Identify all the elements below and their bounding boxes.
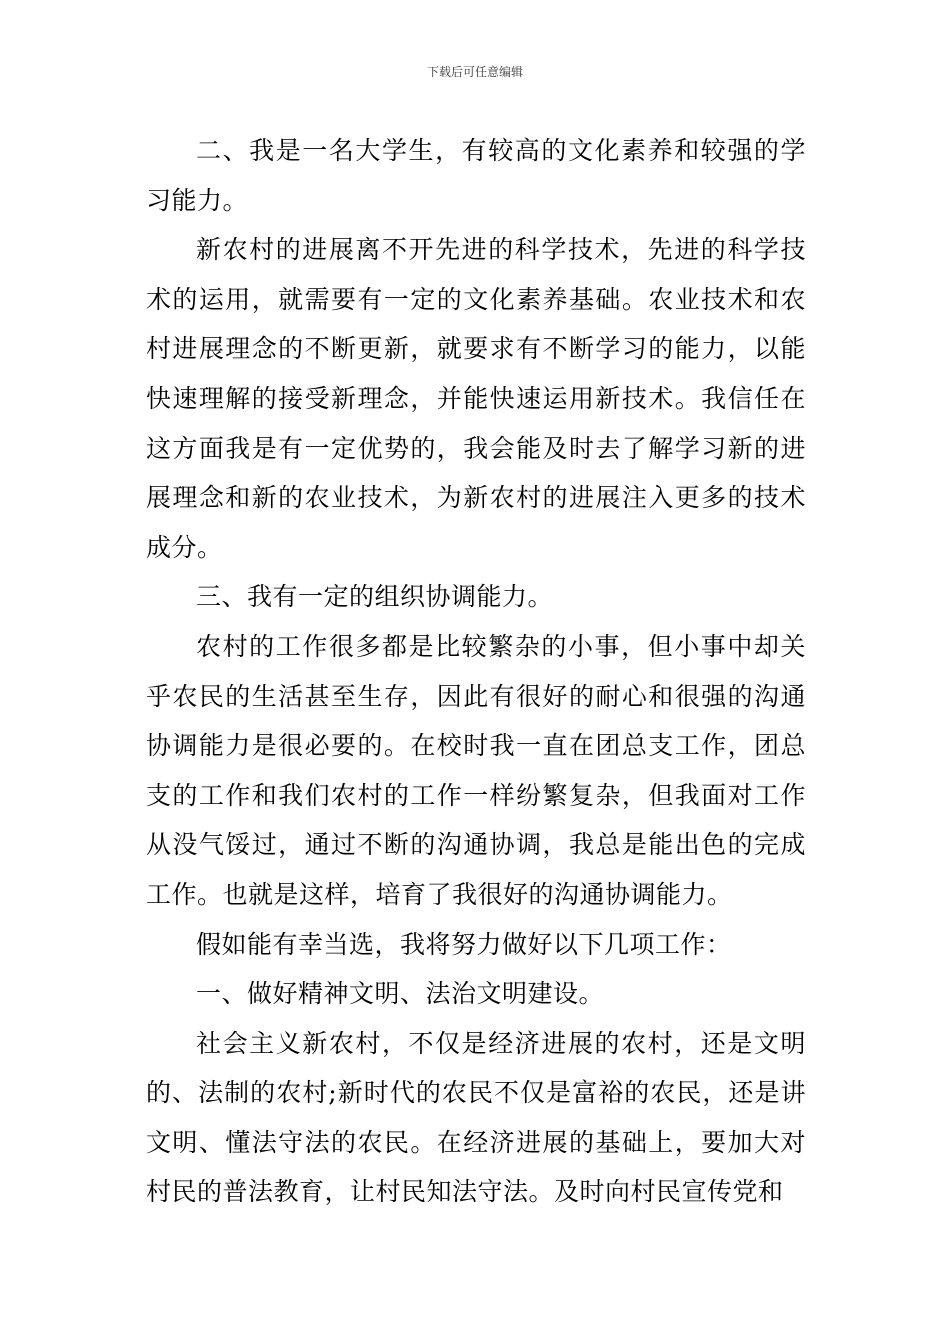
paragraph-5: 假如能有幸当选，我将努力做好以下几项工作： (196, 929, 732, 959)
paragraph-4: 农村的工作很多都是比较繁杂的小事，但小事中却关乎农民的生活甚至生存，因此有很好的耐心和很强的沟通协调能力是很必要的。在校时我一直在团总支工作，团总支的工作和我们农村的工作一样纷繁复杂，但我面对工作从没气馁过，通过不断的沟通协调，我总是能出色的完成工作。也就是这样，培育了我很好的沟通协调能力。 (146, 631, 806, 909)
paragraph-1: 二、我是一名大学生，有较高的文化素养和较强的学习能力。 (146, 136, 806, 215)
paragraph-3: 三、我有一定的组织协调能力。 (196, 582, 554, 612)
paragraph-2: 新农村的进展离不开先进的科学技术，先进的科学技术的运用，就需要有一定的文化素养基础。农业技术和农村进展理念的不断更新，就要求有不断学习的能力，以能快速理解的接受新理念，并能快速运用新技术。我信任在这方面我是有一定优势的，我会能及时去了解学习新的进展理念和新的农业技术，为新农村的进展注入更多的技术成分。 (146, 235, 806, 562)
paragraph-6: 一、做好精神文明、法治文明建设。 (196, 979, 605, 1009)
paragraph-7: 社会主义新农村，不仅是经济进展的农村，还是文明的、法制的农村;新时代的农民不仅是富裕的农民，还是讲文明、懂法守法的农民。在经济进展的基础上，要加大对村民的普法教育，让村民知法守法。及时向村民宣传党和 (146, 1028, 806, 1207)
page-header-note: 下载后可任意编辑 (426, 65, 523, 79)
document-body (146, 126, 806, 1217)
